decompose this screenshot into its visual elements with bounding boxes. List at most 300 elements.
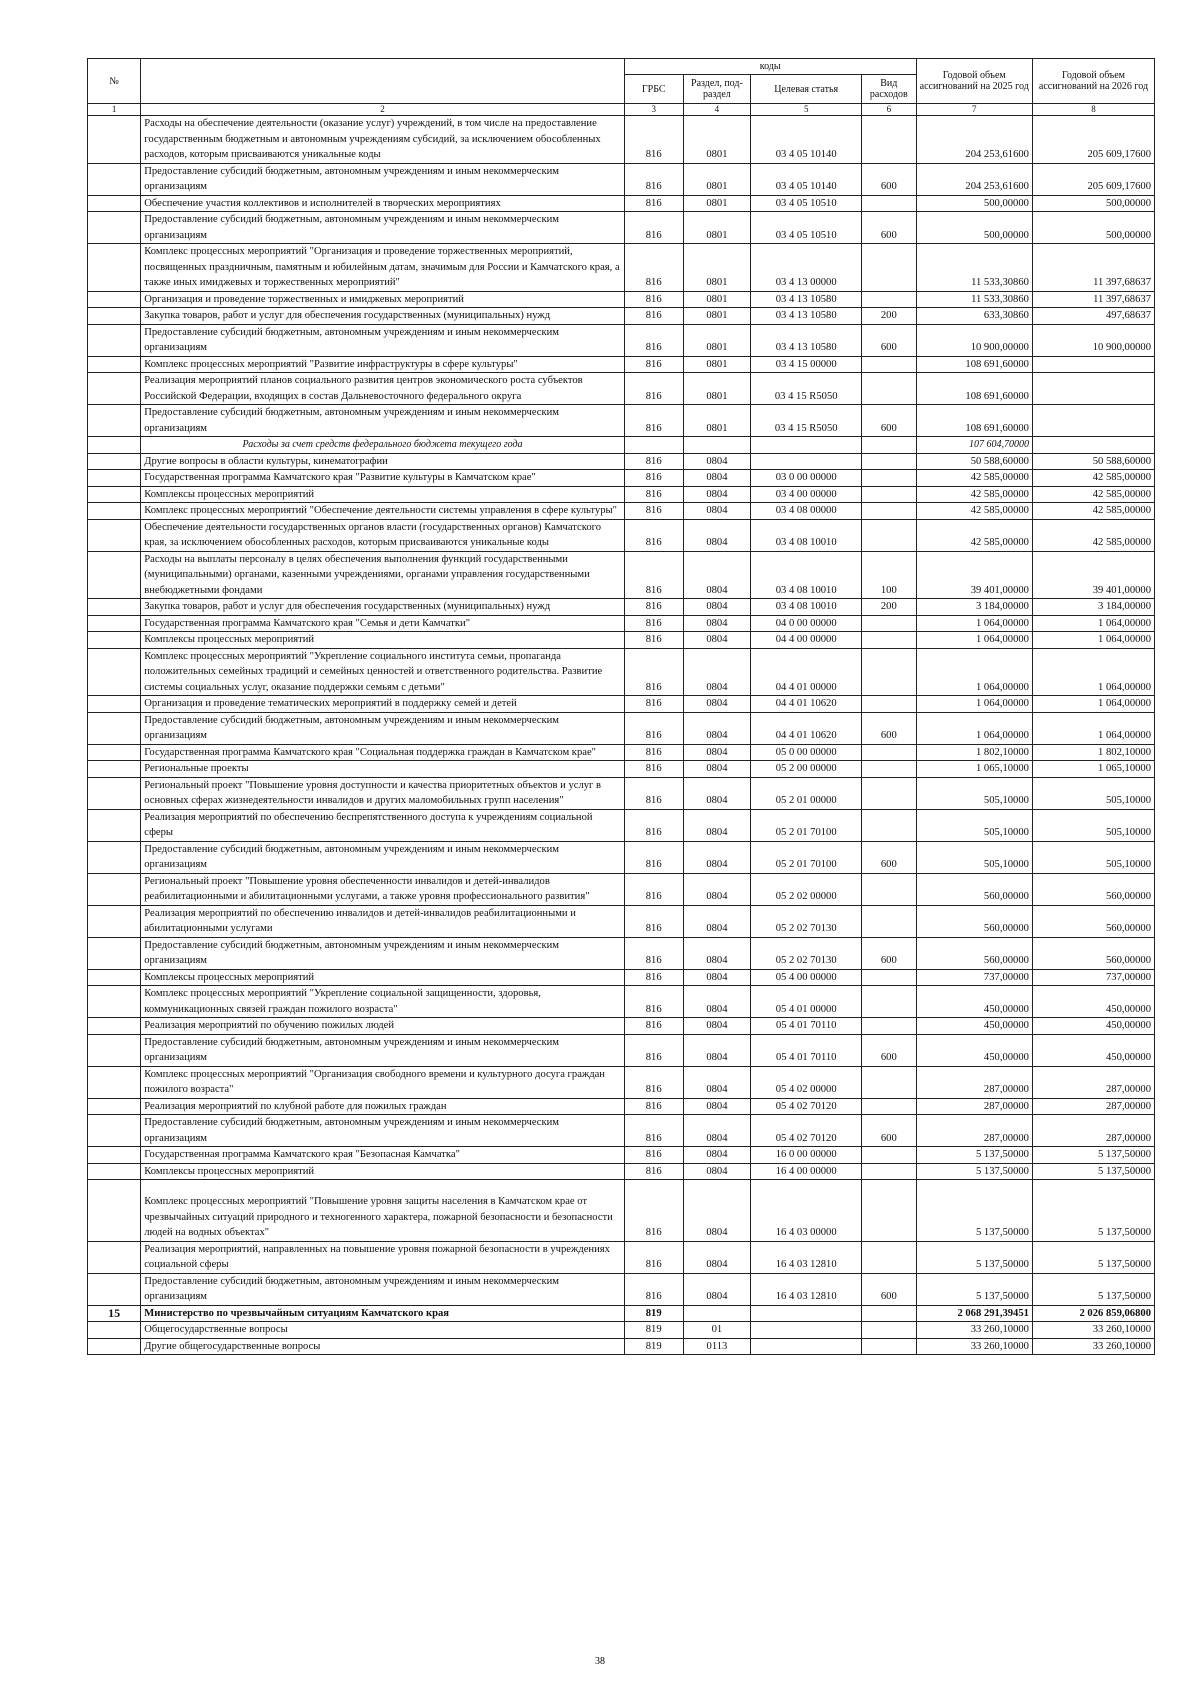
row-amount-2026: 2 026 859,06800 (1032, 1305, 1154, 1322)
row-grbs: 816 (624, 163, 683, 195)
row-kind (862, 1018, 916, 1035)
row-number (88, 356, 141, 373)
row-amount-2025: 11 533,30860 (916, 244, 1032, 292)
row-target: 03 4 13 10580 (751, 291, 862, 308)
table-row (88, 615, 1155, 632)
row-section: 0801 (683, 244, 751, 292)
row-name: Комплекс процессных мероприятий "Развитие инфраструктуры в сфере культуры" (141, 356, 625, 373)
row-amount-2025: 737,00000 (916, 969, 1032, 986)
table-row (88, 373, 1155, 405)
row-name: Комплексы процессных мероприятий (141, 632, 625, 649)
row-amount-2026: 11 397,68637 (1032, 244, 1154, 292)
row-grbs: 816 (624, 356, 683, 373)
row-target: 16 4 03 00000 (751, 1180, 862, 1242)
row-amount-2026: 450,00000 (1032, 1034, 1154, 1066)
row-section: 0804 (683, 841, 751, 873)
row-amount-2025: 560,00000 (916, 905, 1032, 937)
header-index: 2 (141, 104, 625, 116)
row-section: 0804 (683, 986, 751, 1018)
row-amount-2025: 204 253,61600 (916, 163, 1032, 195)
row-section: 0804 (683, 905, 751, 937)
row-number (88, 615, 141, 632)
row-number (88, 809, 141, 841)
row-grbs: 816 (624, 841, 683, 873)
row-target: 05 2 02 70130 (751, 905, 862, 937)
row-name: Реализация мероприятий по клубной работе для пожилых граждан (141, 1098, 625, 1115)
table-row (88, 905, 1155, 937)
row-kind: 100 (862, 551, 916, 599)
row-number (88, 761, 141, 778)
row-section: 0804 (683, 1066, 751, 1098)
row-amount-2026: 5 137,50000 (1032, 1273, 1154, 1305)
row-number (88, 1018, 141, 1035)
row-target: 03 4 05 10510 (751, 212, 862, 244)
row-target: 04 4 00 00000 (751, 632, 862, 649)
row-amount-2025: 1 064,00000 (916, 696, 1032, 713)
row-amount-2025: 42 585,00000 (916, 519, 1032, 551)
row-number (88, 470, 141, 487)
row-amount-2025: 204 253,61600 (916, 116, 1032, 164)
table-row (88, 356, 1155, 373)
row-amount-2025: 560,00000 (916, 873, 1032, 905)
row-section: 0801 (683, 373, 751, 405)
row-target: 03 4 15 R5050 (751, 373, 862, 405)
row-number (88, 373, 141, 405)
row-name: Предоставление субсидий бюджетным, автономным учреждениям и иным некоммерческим организациям (141, 841, 625, 873)
row-kind: 600 (862, 324, 916, 356)
header-index: 8 (1032, 104, 1154, 116)
row-kind (862, 437, 916, 454)
row-section: 0804 (683, 1034, 751, 1066)
row-grbs: 816 (624, 1147, 683, 1164)
row-name: Комплекс процессных мероприятий "Организация и проведение торжественных мероприятий, посвященных праздничным, памятным и юбилейным датам, значимым для России и Камчатского края, а также иных имиджевых и торжественных мероприятий" (141, 244, 625, 292)
row-target: 03 4 15 R5050 (751, 405, 862, 437)
row-section: 0801 (683, 116, 751, 164)
row-kind: 600 (862, 841, 916, 873)
row-grbs: 816 (624, 1273, 683, 1305)
row-name: Другие вопросы в области культуры, кинематографии (141, 453, 625, 470)
row-kind (862, 1180, 916, 1242)
row-name: Реализация мероприятий по обеспечению инвалидов и детей-инвалидов реабилитационными и абилитационными услугами (141, 905, 625, 937)
row-section: 0804 (683, 486, 751, 503)
header-num: № (88, 59, 141, 104)
row-target (751, 1322, 862, 1339)
row-amount-2025: 1 064,00000 (916, 632, 1032, 649)
row-amount-2025: 42 585,00000 (916, 470, 1032, 487)
row-amount-2026: 737,00000 (1032, 969, 1154, 986)
row-target: 04 0 00 00000 (751, 615, 862, 632)
row-kind (862, 777, 916, 809)
table-row (88, 551, 1155, 599)
row-amount-2025: 33 260,10000 (916, 1322, 1032, 1339)
row-number (88, 1338, 141, 1355)
row-grbs: 816 (624, 777, 683, 809)
row-target: 05 4 01 00000 (751, 986, 862, 1018)
header-kind: Вид расходов (862, 75, 916, 104)
row-section: 0804 (683, 551, 751, 599)
row-amount-2025: 505,10000 (916, 841, 1032, 873)
row-amount-2025: 450,00000 (916, 1018, 1032, 1035)
row-target (751, 1305, 862, 1322)
row-amount-2026: 33 260,10000 (1032, 1338, 1154, 1355)
row-number (88, 1273, 141, 1305)
row-section: 0804 (683, 1115, 751, 1147)
row-grbs: 816 (624, 744, 683, 761)
table-row (88, 1066, 1155, 1098)
row-name: Предоставление субсидий бюджетным, автономным учреждениям и иным некоммерческим организациям (141, 1115, 625, 1147)
table-row (88, 761, 1155, 778)
row-section: 0804 (683, 809, 751, 841)
row-name: Предоставление субсидий бюджетным, автономным учреждениям и иным некоммерческим организациям (141, 1034, 625, 1066)
header-index: 7 (916, 104, 1032, 116)
row-name: Государственная программа Камчатского края "Развитие культуры в Камчатском крае" (141, 470, 625, 487)
row-target: 03 4 05 10140 (751, 116, 862, 164)
row-name: Расходы на выплаты персоналу в целях обеспечения выполнения функций государственными (муниципальными) органами, казенными учреждениями, органами управления государственными внебюджетными фондами (141, 551, 625, 599)
row-grbs: 816 (624, 1034, 683, 1066)
row-name: Обеспечение деятельности государственных органов власти (государственных органов) Камчатского края, за исключением обособленных расходов, которым присваиваются уникальные коды (141, 519, 625, 551)
row-name: Предоставление субсидий бюджетным, автономным учреждениям и иным некоммерческим организациям (141, 712, 625, 744)
row-number (88, 1163, 141, 1180)
row-amount-2025: 11 533,30860 (916, 291, 1032, 308)
row-section: 0804 (683, 1018, 751, 1035)
row-kind: 600 (862, 712, 916, 744)
row-section: 0804 (683, 1163, 751, 1180)
row-amount-2026: 10 900,00000 (1032, 324, 1154, 356)
row-amount-2025: 5 137,50000 (916, 1180, 1032, 1242)
row-amount-2025: 10 900,00000 (916, 324, 1032, 356)
row-grbs: 819 (624, 1322, 683, 1339)
row-amount-2025: 1 064,00000 (916, 712, 1032, 744)
row-kind (862, 615, 916, 632)
row-amount-2025: 3 184,00000 (916, 599, 1032, 616)
row-number (88, 1034, 141, 1066)
row-section: 0804 (683, 615, 751, 632)
row-target: 03 4 08 10010 (751, 599, 862, 616)
row-amount-2025: 107 604,70000 (916, 437, 1032, 454)
row-amount-2025: 5 137,50000 (916, 1147, 1032, 1164)
row-section: 0804 (683, 969, 751, 986)
row-section: 0804 (683, 761, 751, 778)
row-name: Государственная программа Камчатского края "Семья и дети Камчатки" (141, 615, 625, 632)
row-number (88, 116, 141, 164)
row-target: 05 2 01 70100 (751, 841, 862, 873)
row-grbs: 816 (624, 1018, 683, 1035)
row-number (88, 986, 141, 1018)
row-amount-2026: 205 609,17600 (1032, 116, 1154, 164)
row-section: 0804 (683, 632, 751, 649)
row-name: Государственная программа Камчатского края "Безопасная Камчатка" (141, 1147, 625, 1164)
row-name: Закупка товаров, работ и услуг для обеспечения государственных (муниципальных) нужд (141, 599, 625, 616)
row-amount-2026: 11 397,68637 (1032, 291, 1154, 308)
row-number (88, 503, 141, 520)
table-row (88, 1115, 1155, 1147)
row-number (88, 632, 141, 649)
row-name: Предоставление субсидий бюджетным, автономным учреждениям и иным некоммерческим организациям (141, 163, 625, 195)
row-amount-2025: 2 068 291,39451 (916, 1305, 1032, 1322)
row-number (88, 841, 141, 873)
row-name: Обеспечение участия коллективов и исполнителей в творческих мероприятиях (141, 195, 625, 212)
row-amount-2025: 5 137,50000 (916, 1241, 1032, 1273)
row-grbs: 816 (624, 969, 683, 986)
table-row (88, 777, 1155, 809)
row-name: Комплекс процессных мероприятий "Обеспечение деятельности системы управления в сфере культуры" (141, 503, 625, 520)
row-amount-2026: 505,10000 (1032, 841, 1154, 873)
row-number (88, 163, 141, 195)
row-kind (862, 744, 916, 761)
row-kind (862, 969, 916, 986)
row-number (88, 712, 141, 744)
row-target: 05 4 02 70120 (751, 1098, 862, 1115)
row-kind (862, 696, 916, 713)
row-amount-2026: 497,68637 (1032, 308, 1154, 325)
row-number (88, 324, 141, 356)
table-header (88, 59, 1155, 116)
row-target: 04 4 01 10620 (751, 696, 862, 713)
table-row (88, 453, 1155, 470)
row-kind (862, 1163, 916, 1180)
row-section (683, 1305, 751, 1322)
row-grbs: 816 (624, 453, 683, 470)
table-row (88, 324, 1155, 356)
row-number (88, 1098, 141, 1115)
row-kind (862, 761, 916, 778)
row-number (88, 1322, 141, 1339)
row-name: Предоставление субсидий бюджетным, автономным учреждениям и иным некоммерческим организациям (141, 212, 625, 244)
row-kind (862, 195, 916, 212)
row-grbs: 816 (624, 696, 683, 713)
row-grbs: 816 (624, 1066, 683, 1098)
row-number: 15 (88, 1305, 141, 1322)
table-row (88, 1305, 1155, 1322)
header-2026: Годовой объем ассигнований на 2026 год (1032, 59, 1154, 104)
row-section: 0801 (683, 212, 751, 244)
row-section: 0801 (683, 308, 751, 325)
row-target: 03 4 08 00000 (751, 503, 862, 520)
row-amount-2025: 1 064,00000 (916, 648, 1032, 696)
row-name: Организация и проведение тематических мероприятий в поддержку семей и детей (141, 696, 625, 713)
row-section: 0804 (683, 696, 751, 713)
row-name: Региональные проекты (141, 761, 625, 778)
row-target: 05 0 00 00000 (751, 744, 862, 761)
row-grbs: 816 (624, 761, 683, 778)
row-grbs: 816 (624, 551, 683, 599)
table-row (88, 599, 1155, 616)
row-name: Комплекс процессных мероприятий "Укрепление социальной защищенности, здоровья, коммуникационных связей граждан пожилого возраста" (141, 986, 625, 1018)
header-index: 1 (88, 104, 141, 116)
row-amount-2026: 42 585,00000 (1032, 470, 1154, 487)
row-kind (862, 244, 916, 292)
row-grbs: 816 (624, 486, 683, 503)
row-amount-2025: 1 064,00000 (916, 615, 1032, 632)
row-kind (862, 503, 916, 520)
row-name: Другие общегосударственные вопросы (141, 1338, 625, 1355)
row-name: Комплекс процессных мероприятий "Повышение уровня защиты населения в Камчатском крае от чрезвычайных ситуаций природного и техногенного характера, пожарной безопасности и безопасности людей на водных объектах" (141, 1180, 625, 1242)
row-amount-2026: 50 588,60000 (1032, 453, 1154, 470)
row-section: 0804 (683, 470, 751, 487)
row-target (751, 453, 862, 470)
row-number (88, 519, 141, 551)
row-grbs: 816 (624, 519, 683, 551)
row-kind (862, 1338, 916, 1355)
row-amount-2026: 1 064,00000 (1032, 696, 1154, 713)
row-target: 04 4 01 10620 (751, 712, 862, 744)
row-amount-2026: 3 184,00000 (1032, 599, 1154, 616)
row-grbs: 816 (624, 615, 683, 632)
table-row (88, 1163, 1155, 1180)
row-number (88, 937, 141, 969)
header-index: 6 (862, 104, 916, 116)
row-kind (862, 648, 916, 696)
row-amount-2026: 505,10000 (1032, 777, 1154, 809)
row-grbs: 816 (624, 244, 683, 292)
row-kind (862, 356, 916, 373)
row-section: 0801 (683, 163, 751, 195)
row-number (88, 905, 141, 937)
row-grbs: 816 (624, 1098, 683, 1115)
table-row (88, 1180, 1155, 1242)
table-row (88, 486, 1155, 503)
row-grbs: 816 (624, 648, 683, 696)
row-amount-2025: 505,10000 (916, 777, 1032, 809)
header-section: Раздел, под-раздел (683, 75, 751, 104)
row-target: 05 2 00 00000 (751, 761, 862, 778)
row-grbs: 816 (624, 1163, 683, 1180)
row-amount-2025: 42 585,00000 (916, 486, 1032, 503)
row-amount-2026 (1032, 437, 1154, 454)
row-target: 16 4 03 12810 (751, 1273, 862, 1305)
row-name: Расходы на обеспечение деятельности (оказание услуг) учреждений, в том числе на предоставление государственным бюджетным и автономным учреждениям субсидий, за исключением обособленных расходов, которым присваиваются уникальные коды (141, 116, 625, 164)
row-kind (862, 632, 916, 649)
row-grbs: 816 (624, 1115, 683, 1147)
row-kind (862, 1305, 916, 1322)
table-row (88, 212, 1155, 244)
row-kind: 600 (862, 937, 916, 969)
table-row (88, 1098, 1155, 1115)
row-number (88, 453, 141, 470)
row-target: 03 4 15 00000 (751, 356, 862, 373)
row-amount-2025: 108 691,60000 (916, 405, 1032, 437)
row-section: 0804 (683, 599, 751, 616)
row-target: 03 4 13 10580 (751, 324, 862, 356)
header-index: 4 (683, 104, 751, 116)
row-section: 0801 (683, 356, 751, 373)
row-grbs: 816 (624, 116, 683, 164)
row-amount-2025: 450,00000 (916, 1034, 1032, 1066)
table-row (88, 809, 1155, 841)
table-row (88, 1273, 1155, 1305)
row-kind (862, 1147, 916, 1164)
row-grbs: 816 (624, 905, 683, 937)
row-target: 05 2 01 00000 (751, 777, 862, 809)
row-grbs: 816 (624, 195, 683, 212)
row-target: 03 0 00 00000 (751, 470, 862, 487)
row-amount-2026: 1 064,00000 (1032, 712, 1154, 744)
row-amount-2026: 1 802,10000 (1032, 744, 1154, 761)
row-target (751, 437, 862, 454)
table-row (88, 437, 1155, 454)
row-name: Региональный проект "Повышение уровня обеспеченности инвалидов и детей-инвалидов реабилитационными и абилитационными услугами, а также уровня профессионального развития" (141, 873, 625, 905)
row-target: 04 4 01 00000 (751, 648, 862, 696)
row-section: 0804 (683, 777, 751, 809)
table-row (88, 1241, 1155, 1273)
row-amount-2026: 1 065,10000 (1032, 761, 1154, 778)
row-amount-2026: 42 585,00000 (1032, 486, 1154, 503)
row-number (88, 405, 141, 437)
row-target: 03 4 08 10010 (751, 519, 862, 551)
row-amount-2026: 500,00000 (1032, 212, 1154, 244)
row-target: 16 0 00 00000 (751, 1147, 862, 1164)
row-section: 0801 (683, 324, 751, 356)
row-grbs: 816 (624, 1241, 683, 1273)
row-amount-2026: 5 137,50000 (1032, 1180, 1154, 1242)
row-grbs: 816 (624, 809, 683, 841)
row-target: 05 2 01 70100 (751, 809, 862, 841)
row-amount-2026: 1 064,00000 (1032, 632, 1154, 649)
row-section: 0804 (683, 453, 751, 470)
row-amount-2025: 42 585,00000 (916, 503, 1032, 520)
row-amount-2026: 287,00000 (1032, 1098, 1154, 1115)
row-kind (862, 519, 916, 551)
row-target (751, 1338, 862, 1355)
row-amount-2025: 287,00000 (916, 1066, 1032, 1098)
row-name: Предоставление субсидий бюджетным, автономным учреждениям и иным некоммерческим организациям (141, 405, 625, 437)
row-grbs: 816 (624, 1180, 683, 1242)
row-grbs: 816 (624, 712, 683, 744)
row-amount-2026: 5 137,50000 (1032, 1241, 1154, 1273)
row-number (88, 1115, 141, 1147)
row-name: Комплексы процессных мероприятий (141, 969, 625, 986)
row-section: 0804 (683, 519, 751, 551)
row-number (88, 1147, 141, 1164)
row-name: Региональный проект "Повышение уровня доступности и качества приоритетных объектов и услуг в основных сферах жизнедеятельности инвалидов и других маломобильных групп населения" (141, 777, 625, 809)
row-section: 0804 (683, 1180, 751, 1242)
row-amount-2026: 33 260,10000 (1032, 1322, 1154, 1339)
table-row (88, 632, 1155, 649)
row-amount-2026: 560,00000 (1032, 905, 1154, 937)
row-amount-2026: 450,00000 (1032, 1018, 1154, 1035)
row-amount-2025: 1 802,10000 (916, 744, 1032, 761)
row-grbs: 816 (624, 503, 683, 520)
row-section: 0801 (683, 405, 751, 437)
table-row (88, 308, 1155, 325)
row-grbs (624, 437, 683, 454)
row-amount-2026: 1 064,00000 (1032, 615, 1154, 632)
row-amount-2025: 50 588,60000 (916, 453, 1032, 470)
row-name: Комплексы процессных мероприятий (141, 1163, 625, 1180)
row-number (88, 1066, 141, 1098)
header-target: Целевая статья (751, 75, 862, 104)
row-target: 16 4 03 12810 (751, 1241, 862, 1273)
row-target: 05 4 01 70110 (751, 1034, 862, 1066)
table-row (88, 470, 1155, 487)
row-target: 03 4 08 10010 (751, 551, 862, 599)
row-name: Комплексы процессных мероприятий (141, 486, 625, 503)
row-amount-2025: 287,00000 (916, 1098, 1032, 1115)
row-name: Реализация мероприятий по обеспечению беспрепятственного доступа к учреждениям социальной сферы (141, 809, 625, 841)
table-row (88, 873, 1155, 905)
row-grbs: 816 (624, 986, 683, 1018)
row-name: Общегосударственные вопросы (141, 1322, 625, 1339)
row-kind: 600 (862, 1273, 916, 1305)
row-kind (862, 116, 916, 164)
table-body (88, 116, 1155, 1355)
table-row (88, 1338, 1155, 1355)
row-number (88, 291, 141, 308)
row-amount-2026: 287,00000 (1032, 1066, 1154, 1098)
row-kind: 600 (862, 405, 916, 437)
row-section: 0804 (683, 1098, 751, 1115)
row-grbs: 819 (624, 1338, 683, 1355)
